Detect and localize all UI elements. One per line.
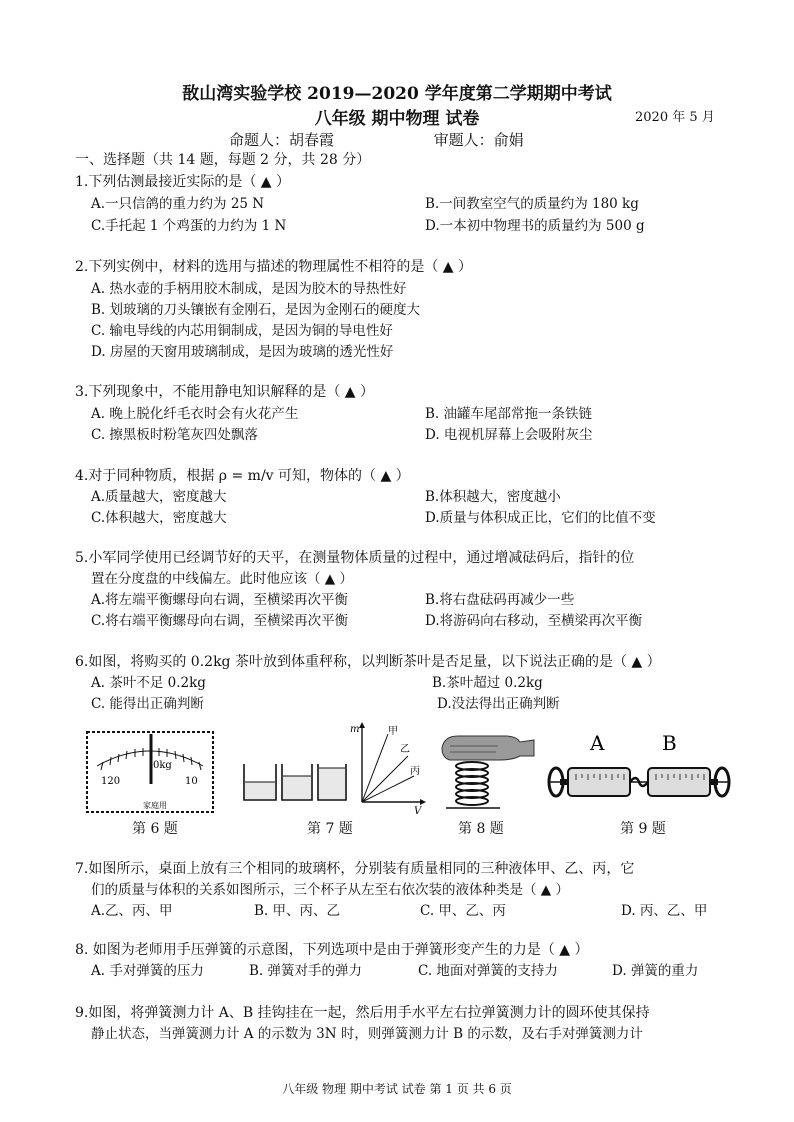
q1-option-c: C.手托起 1 个鸡蛋的力约为 1 N [91,218,287,234]
q6-stem: 6.如图，将购买的 0.2kg 茶叶放到体重秤称，以判断茶叶是否足量，以下说法正确的是（ ▲ ） [75,654,661,670]
q9-stem-line2: 静止状态，当弹簧测力计 A 的示数为 3N 时，则弹簧测力计 B 的示数，及右手对弹簧测力计 [91,1026,643,1042]
q6-option-c: C. 能得出正确判断 [91,696,204,712]
exam-date: 2020 年 5 月 [635,110,715,125]
q3-option-d: D. 电视机屏幕上会吸附灰尘 [425,427,593,443]
q5-stem-line1: 5.小军同学使用已经调节好的天平，在测量物体质量的过程中，通过增减砝码后，指针的位 [75,550,635,566]
graph-y-axis-label: m [350,724,360,735]
q3-option-c: C. 擦黑板时粉笔灰四处飘落 [91,427,258,443]
exam-subtitle: 八年级 期中物理 试卷 [314,109,480,129]
figure-7-beakers-graph [238,720,428,816]
q7-stem-line1: 7.如图所示，桌面上放有三个相同的玻璃杯，分别装有质量相同的三种液体甲、乙、丙，它 [75,861,635,877]
q8-option-d: D. 弹簧的重力 [612,963,699,979]
exam-title: 敔山湾实验学校 2019—2020 学年度第二学期期中考试 [182,84,612,104]
q5-option-d: D.将游码向右移动，至横梁再次平衡 [425,613,643,629]
figure-9-caption: 第 9 题 [620,821,666,837]
q8-stem: 8. 如图为老师用手压弹簧的示意图，下列选项中是由于弹簧形变产生的力是（ ▲ ） [75,942,589,958]
author-reviewer: 审题人：俞娟 [433,131,524,149]
figure-9-spring-scales [546,726,732,816]
figure-6-caption: 第 6 题 [132,821,178,837]
q3-option-a: A. 晚上脱化纤毛衣时会有火花产生 [91,406,299,422]
scale-right-number: 10 [185,776,198,787]
q7-option-a: A.乙、丙、甲 [91,903,173,919]
page-footer: 八年级 物理 期中考试 试卷 第 1 页 共 6 页 [282,1082,512,1096]
q6-option-b: B.茶叶超过 0.2kg [432,675,543,691]
q6-option-d: D.没法得出正确判断 [437,696,560,712]
section-heading: 一、选择题（共 14 题，每题 2 分，共 28 分） [75,152,371,168]
figure-6-scale [85,726,215,816]
q8-option-c: C. 地面对弹簧的支持力 [418,963,558,979]
q9-stem-line1: 9.如图，将弹簧测力计 A、B 挂钩挂在一起，然后用手水平左右拉弹簧测力计的圆环使其保持 [75,1005,650,1021]
q7-option-c: C. 甲、乙、丙 [420,903,506,919]
q4-option-b: B.体积越大，密度越小 [425,489,561,505]
graph-x-axis-label: V [414,806,422,816]
q2-option-c: C. 输电导线的内芯用铜制成，是因为铜的导电性好 [91,323,393,339]
q1-option-d: D.一本初中物理书的质量约为 500 g [425,218,645,234]
q8-option-a: A. 手对弹簧的压力 [91,963,204,979]
figure-8-caption: 第 8 题 [458,821,504,837]
q5-option-b: B.将右盘砝码再减少一些 [425,592,575,608]
q3-option-b: B. 油罐车尾部常拖一条铁链 [425,406,593,422]
graph-line-label-3: 丙 [410,766,420,777]
author-setter: 命题人：胡春霞 [229,131,335,149]
q5-option-a: A.将左端平衡螺母向右调，至横梁再次平衡 [91,592,349,608]
graph-line-label-1: 甲 [388,726,398,737]
q7-option-d: D. 丙、乙、甲 [621,903,708,919]
scale-label-a: A [590,731,605,755]
q5-option-c: C.将右端平衡螺母向右调，至横梁再次平衡 [91,613,349,629]
q6-option-a: A. 茶叶不足 0.2kg [91,675,206,691]
q4-option-d: D.质量与体积成正比，它们的比值不变 [425,510,656,526]
q5-stem-line2: 置在分度盘的中线偏左。此时他应该（ ▲ ） [91,571,353,587]
q4-stem: 4.对于同种物质，根据 ρ = m/v 可知，物体的（ ▲ ） [75,468,410,484]
scale-left-number: 120 [101,776,121,787]
graph-line-label-2: 乙 [400,744,410,755]
figure-8-hand-spring [436,726,536,816]
q1-option-a: A.一只信鸽的重力约为 25 N [91,196,265,212]
scale-label-b: B [662,731,677,755]
q4-option-a: A.质量越大，密度越大 [91,489,227,505]
q2-option-a: A. 热水壶的手柄用胶木制成，是因为胶木的导热性好 [91,281,407,297]
scale-brand-label: 家庭用 [143,801,167,810]
figure-7-caption: 第 7 题 [307,821,353,837]
q3-stem: 3.下列现象中，不能用静电知识解释的是（ ▲ ） [75,384,375,400]
authors [229,129,524,150]
q2-option-d: D. 房屋的天窗用玻璃制成，是因为玻璃的透光性好 [91,344,394,360]
scale-center-reading: 0kg [153,760,172,771]
q2-stem: 2.下列实例中，材料的选用与描述的物理属性不相符的是（ ▲ ） [75,259,473,275]
q4-option-c: C.体积越大，密度越大 [91,510,227,526]
q2-option-b: B. 划玻璃的刀头镶嵌有金刚石，是因为金刚石的硬度大 [91,302,421,318]
q8-option-b: B. 弹簧对手的弹力 [249,963,363,979]
q7-stem-line2: 们的质量与体积的关系如图所示，三个杯子从左至右依次装的液体种类是（ ▲ ） [91,882,569,898]
q1-stem: 1.下列估测最接近实际的是（ ▲ ） [75,174,291,190]
q7-option-b: B. 甲、丙、乙 [254,903,341,919]
q1-option-b: B.一间教室空气的质量约为 180 kg [425,196,639,212]
